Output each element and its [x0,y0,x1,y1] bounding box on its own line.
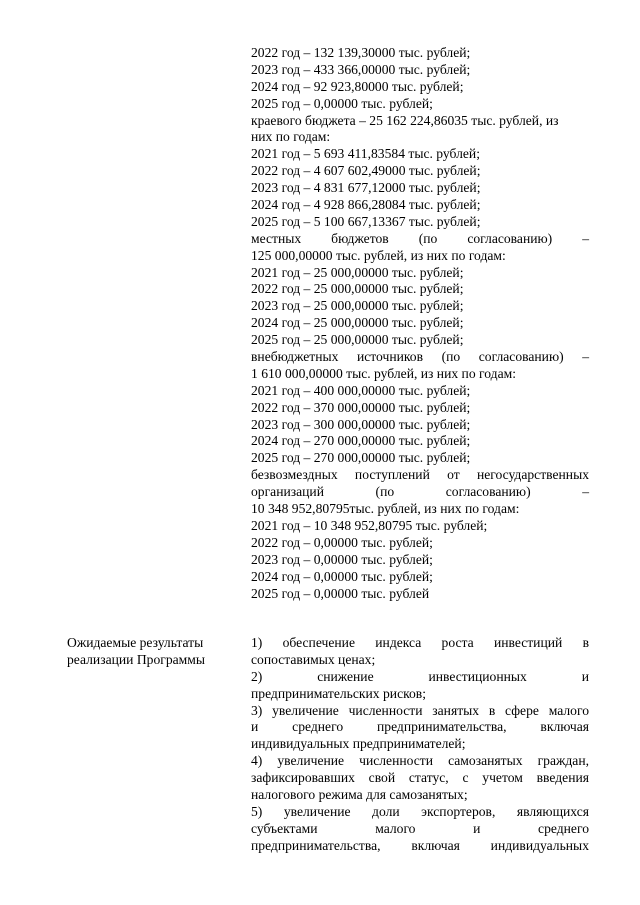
text-line: 2023 год – 433 366,00000 тыс. рублей; [251,61,471,77]
expected-results-text [251,635,589,855]
text-line: 4) увеличение численности самозанятых граждан, [251,753,589,769]
text-line: краевого бюджета – 25 162 224,86035 тыс. рублей, из [251,112,559,128]
text-line: 2022 год – 25 000,00000 тыс. рублей; [251,281,464,297]
text-line: 2024 год – 92 923,80000 тыс. рублей; [251,78,464,94]
text-line: сопоставимых ценах; [251,651,376,667]
text-line: 2024 год – 270 000,00000 тыс. рублей; [251,433,471,449]
text-line: 2022 год – 4 607 602,49000 тыс. рублей; [251,163,481,179]
text-line: 1) обеспечение индекса роста инвестиций в [251,635,589,650]
label-line: реализации Программы [67,651,205,667]
text-line: 2023 год – 4 831 677,12000 тыс. рублей; [251,180,481,196]
text-line: 2022 год – 132 139,30000 тыс. рублей; [251,45,471,60]
funding-sources-text [251,45,589,602]
text-line: 2025 год – 25 000,00000 тыс. рублей; [251,332,464,348]
text-line: 2) снижение инвестиционных и [251,668,589,684]
text-line: местных бюджетов (по согласованию) – [251,230,589,246]
text-line: и среднего предпринимательства, включая [251,719,589,735]
text-line: 2024 год – 4 928 866,28084 тыс. рублей; [251,197,481,213]
text-line: 2023 год – 25 000,00000 тыс. рублей; [251,298,464,314]
text-line: 125 000,00000 тыс. рублей, из них по годам: [251,247,506,263]
text-line: налогового режима для самозанятых; [251,787,468,803]
text-line: 2021 год – 10 348 952,80795 тыс. рублей; [251,517,488,533]
text-line: 2021 год – 25 000,00000 тыс. рублей; [251,264,464,280]
text-line: внебюджетных источников (по согласованию) – [251,349,589,365]
text-line: 2024 год – 25 000,00000 тыс. рублей; [251,315,464,331]
results-label [67,635,237,669]
text-line: них по годам: [251,129,331,145]
text-line: 2025 год – 5 100 667,13367 тыс. рублей; [251,213,481,229]
label-line: Ожидаемые результаты [67,635,204,650]
text-line: 2025 год – 0,00000 тыс. рублей [251,585,430,601]
text-line: предпринимательства, включая индивидуальных [251,837,589,853]
text-line: организаций (по согласованию) – [251,484,589,500]
text-line: 3) увеличение численности занятых в сфере малого [251,702,589,718]
text-line: индивидуальных предпринимателей; [251,736,466,752]
text-line: 2021 год – 400 000,00000 тыс. рублей; [251,382,471,398]
text-line: 5) увеличение доли экспортеров, являющихся [251,803,589,819]
text-line: 2022 год – 0,00000 тыс. рублей; [251,534,433,550]
text-line: 2023 год – 300 000,00000 тыс. рублей; [251,416,471,432]
text-line: 1 610 000,00000 тыс. рублей, из них по годам: [251,365,516,381]
text-line: 10 348 952,80795тыс. рублей, из них по годам: [251,501,520,517]
text-line: 2023 год – 0,00000 тыс. рублей; [251,551,433,567]
text-line: зафиксировавших свой статус, с учетом введения [251,770,589,786]
text-line: безвозмездных поступлений от негосударственных [251,467,589,483]
text-line: 2025 год – 270 000,00000 тыс. рублей; [251,450,471,466]
text-line: 2024 год – 0,00000 тыс. рублей; [251,568,433,584]
text-line: 2025 год – 0,00000 тыс. рублей; [251,95,433,111]
text-line: 2022 год – 370 000,00000 тыс. рублей; [251,399,471,415]
text-line: 2021 год – 5 693 411,83584 тыс. рублей; [251,146,480,162]
text-line: предпринимательских рисков; [251,685,427,701]
text-line: субъектами малого и среднего [251,820,589,836]
